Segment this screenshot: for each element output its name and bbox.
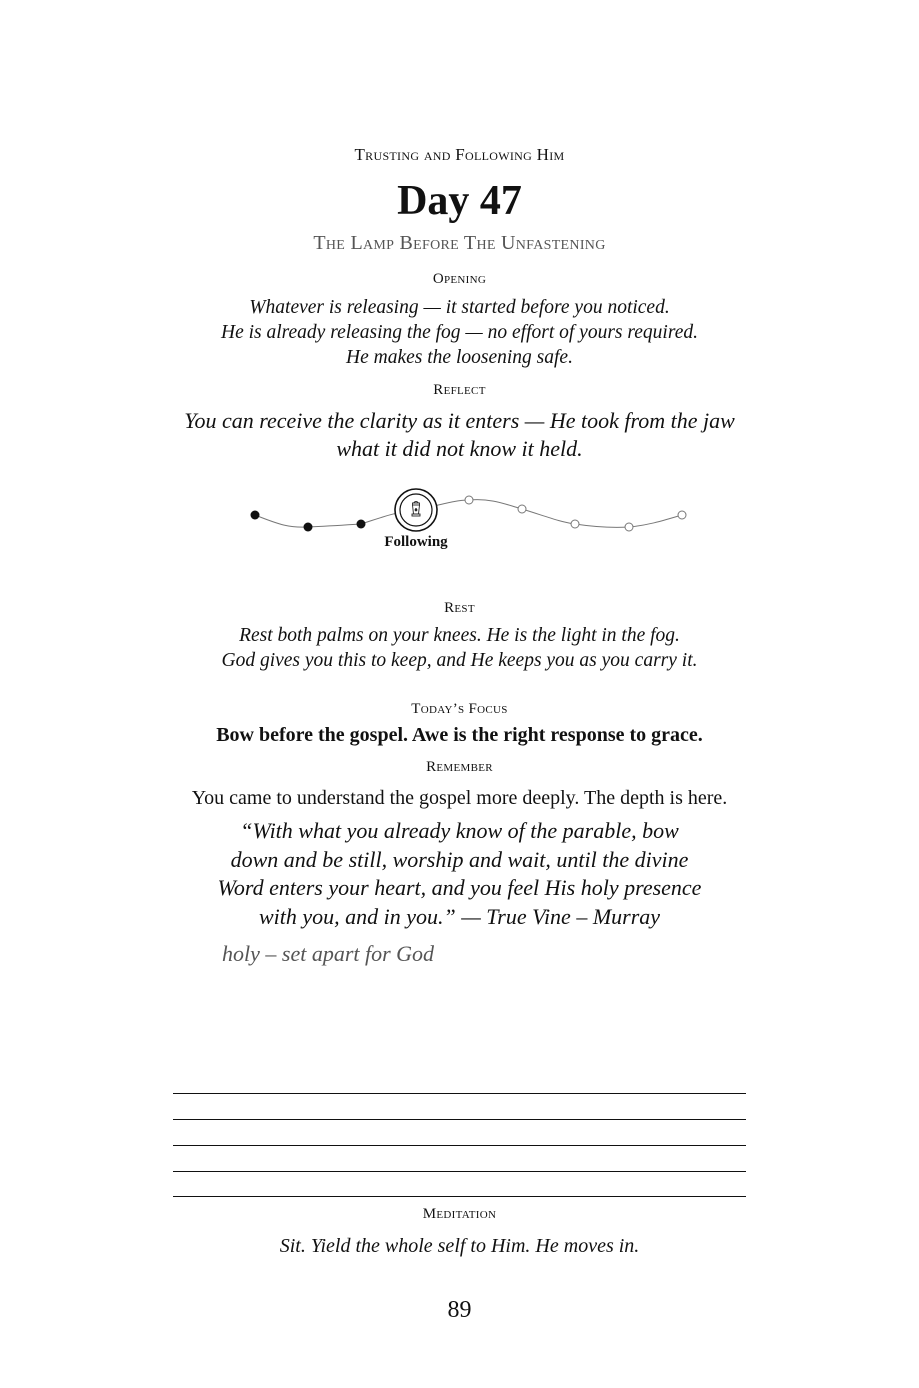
page-number: 89 [447, 1297, 472, 1323]
remember-quote [0, 817, 919, 931]
quote-line: Word enters your heart, and you feel His holy presence [217, 875, 702, 900]
remember-text: You came to understand the gospel more deeply. The depth is here. [191, 787, 728, 809]
journal-line[interactable] [173, 1196, 746, 1197]
reflect-line: what it did not know it held. [336, 436, 583, 461]
reflect-line: You can receive the clarity as it enters — He took from the jaw [184, 408, 735, 433]
reflect-label: Reflect [433, 382, 486, 398]
current-step-marker [395, 489, 437, 531]
upcoming-step-dot [678, 511, 686, 519]
meditation-label: Meditation [422, 1206, 497, 1222]
upcoming-step-dot [518, 505, 526, 513]
journal-line[interactable] [173, 1145, 746, 1146]
completed-step-dot [357, 520, 366, 529]
quote-line: “With what you already know of the parable, bow [240, 818, 679, 843]
rest-line: God gives you this to keep, and He keeps you as you carry it. [221, 650, 698, 671]
current-step-label: Following [384, 534, 448, 550]
focus-label: Today’s Focus [411, 701, 508, 717]
completed-step-dot [304, 523, 313, 532]
progress-path [0, 470, 919, 560]
journal-line[interactable] [173, 1171, 746, 1172]
journal-line[interactable] [173, 1119, 746, 1120]
day-subtitle: The Lamp Before The Unfastening [313, 232, 606, 254]
opening-line: Whatever is releasing — it started before you noticed. [249, 297, 670, 318]
quote-line: down and be still, worship and wait, until the divine [230, 846, 689, 872]
reflect-text [0, 407, 919, 463]
upcoming-step-dot [465, 496, 473, 504]
rest-label: Rest [444, 600, 475, 616]
meditation-text: Sit. Yield the whole self to Him. He moves in. [279, 1235, 640, 1257]
day-title: Day 47 [397, 178, 522, 224]
word-gloss: holy – set apart for God [222, 941, 435, 966]
rest-text [0, 623, 919, 673]
journal-line[interactable] [173, 1093, 746, 1094]
quote-line: with you, and in you.” — True Vine – Murray [258, 903, 661, 929]
opening-line: He is already releasing the fog — no effort of yours required. [221, 322, 698, 343]
completed-step-dot [251, 511, 260, 520]
focus-text: Bow before the gospel. Awe is the right response to grace. [216, 724, 703, 746]
opening-label: Opening [432, 271, 487, 287]
upcoming-step-dot [625, 523, 633, 531]
opening-text [0, 295, 919, 370]
opening-line: He makes the loosening safe. [346, 347, 573, 368]
section-heading: Trusting and Following Him [354, 145, 565, 164]
upcoming-step-dot [571, 520, 579, 528]
remember-label: Remember [426, 759, 493, 775]
rest-line: Rest both palms on your knees. He is the light in the fog. [239, 625, 680, 646]
